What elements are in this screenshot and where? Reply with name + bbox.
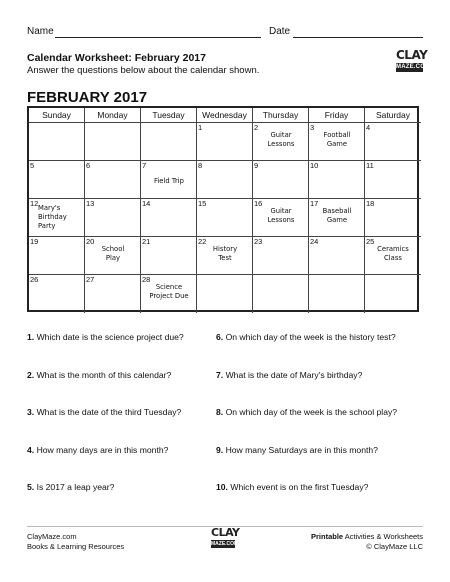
day-number: 21 [142, 237, 151, 246]
footer-printable-bold: Printable [311, 532, 344, 541]
question-9 [216, 445, 378, 455]
calendar-day-cell [85, 275, 141, 313]
day-header-saturday: Saturday [365, 108, 421, 123]
day-number: 7 [142, 161, 147, 170]
calendar-day-cell [197, 275, 253, 313]
name-line[interactable] [55, 37, 261, 38]
calendar-day-cell [309, 275, 365, 313]
question-text: Which event is on the first Tuesday? [230, 482, 369, 492]
footer-printable-rest: Activities & Worksheets [343, 532, 423, 541]
question-7 [216, 370, 362, 380]
day-number: 27 [86, 275, 95, 284]
calendar-day-cell [141, 123, 197, 161]
day-number: 10 [310, 161, 319, 170]
footer-claymaze-logo [211, 526, 240, 553]
name-date-row [27, 26, 423, 40]
day-number: 11 [366, 161, 374, 170]
day-number: 26 [30, 275, 39, 284]
question-number: 6. [216, 332, 224, 342]
event-label: Baseball Game [322, 207, 352, 224]
day-number: 14 [142, 199, 151, 208]
calendar-day-cell [197, 237, 253, 275]
day-number: 9 [254, 161, 259, 170]
question-number: 10. [216, 482, 228, 492]
question-text: How many days are in this month? [36, 445, 169, 455]
question-4 [27, 445, 168, 455]
event-label: Mary's Birthday Party [38, 204, 67, 230]
question-text: Which date is the science project due? [36, 332, 184, 342]
calendar-day-cell [197, 123, 253, 161]
calendar-day-cell [253, 275, 309, 313]
day-number: 20 [86, 237, 95, 246]
day-number: 28 [142, 275, 151, 284]
worksheet-title: Calendar Worksheet: February 2017 [27, 52, 206, 64]
footer-tagline: Books & Learning Resources [27, 542, 125, 551]
name-label: Name [27, 26, 54, 37]
question-text: What is the month of this calendar? [36, 370, 172, 380]
day-number: 6 [86, 161, 91, 170]
footer-logo-bottom-text: MAZE.COM [211, 541, 239, 547]
question-text: What is the date of the third Tuesday? [36, 407, 182, 417]
calendar-day-cell [197, 199, 253, 237]
calendar-day-cell [253, 161, 309, 199]
day-number: 25 [366, 237, 375, 246]
calendar-day-cell [85, 199, 141, 237]
calendar-day-cell [309, 237, 365, 275]
question-number: 2. [27, 370, 35, 380]
question-number: 7. [216, 370, 224, 380]
event-label: History Test [212, 245, 238, 262]
date-label: Date [269, 26, 291, 37]
day-number: 16 [254, 199, 263, 208]
event-label: Guitar Lessons [267, 207, 295, 224]
event-label: Ceramics Class [377, 245, 409, 262]
day-number: 2 [254, 123, 259, 132]
question-number: 9. [216, 445, 224, 455]
question-2 [27, 370, 171, 380]
event-label: School Play [101, 245, 125, 262]
question-text: On which day of the week is the history test? [225, 332, 396, 342]
day-header-thursday: Thursday [253, 108, 309, 123]
day-number: 3 [310, 123, 315, 132]
calendar-day-cell [365, 161, 421, 199]
calendar-grid [27, 106, 419, 312]
event-label: Science Project Due [149, 283, 189, 300]
calendar-month-heading: FEBRUARY 2017 [27, 89, 148, 106]
question-number: 1. [27, 332, 35, 342]
calendar-day-cell [253, 199, 309, 237]
question-8 [216, 407, 397, 417]
calendar-day-cell [365, 199, 421, 237]
event-label: Guitar Lessons [267, 131, 295, 148]
question-6 [216, 332, 396, 342]
logo-top-text: CLAY [396, 48, 428, 62]
calendar-day-cell [85, 237, 141, 275]
calendar-day-cell [253, 237, 309, 275]
footer-logo-top-text: CLAY [211, 526, 240, 539]
day-number: 13 [86, 199, 95, 208]
day-header-wednesday: Wednesday [197, 108, 253, 123]
calendar-day-cell [29, 123, 85, 161]
calendar-day-cell [85, 123, 141, 161]
question-number: 8. [216, 407, 224, 417]
calendar-day-cell [85, 161, 141, 199]
day-number: 19 [30, 237, 39, 246]
date-line[interactable] [293, 37, 423, 38]
question-3 [27, 407, 181, 417]
question-text: What is the date of Mary's birthday? [225, 370, 363, 380]
calendar-day-cell [197, 161, 253, 199]
calendar-day-cell [141, 199, 197, 237]
claymaze-logo [396, 48, 431, 77]
calendar-day-cell [365, 237, 421, 275]
footer-site: ClayMaze.com [27, 532, 77, 541]
day-number: 5 [30, 161, 35, 170]
day-number: 4 [366, 123, 371, 132]
day-number: 23 [254, 237, 263, 246]
calendar-day-cell [141, 161, 197, 199]
question-number: 3. [27, 407, 35, 417]
question-5 [27, 482, 114, 492]
day-header-sunday: Sunday [29, 108, 85, 123]
calendar-day-cell [309, 161, 365, 199]
question-text: Is 2017 a leap year? [36, 482, 115, 492]
footer-right [311, 532, 423, 552]
logo-bottom-text: MAZE.COM [396, 64, 431, 70]
calendar-day-cell [365, 123, 421, 161]
calendar-day-cell [309, 123, 365, 161]
question-10 [216, 482, 368, 492]
calendar-day-cell [309, 199, 365, 237]
worksheet-subtitle: Answer the questions below about the calendar shown. [27, 65, 260, 76]
calendar-day-cell [29, 275, 85, 313]
event-label: Field Trip [154, 177, 184, 185]
day-header-tuesday: Tuesday [141, 108, 197, 123]
footer-copyright: © ClayMaze LLC [366, 542, 423, 551]
calendar-day-cell [365, 275, 421, 313]
day-number: 12 [30, 199, 39, 208]
calendar-day-cell [141, 275, 197, 313]
footer-printable [311, 532, 423, 542]
question-number: 4. [27, 445, 35, 455]
day-number: 1 [198, 123, 203, 132]
calendar-day-cell [141, 237, 197, 275]
calendar-day-cell [253, 123, 309, 161]
day-number: 17 [310, 199, 319, 208]
day-header-friday: Friday [309, 108, 365, 123]
day-number: 18 [366, 199, 375, 208]
question-text: How many Saturdays are in this month? [225, 445, 378, 455]
day-header-monday: Monday [85, 108, 141, 123]
question-1 [27, 332, 184, 342]
calendar-day-cell [29, 199, 85, 237]
question-text: On which day of the week is the school play? [225, 407, 398, 417]
day-number: 8 [198, 161, 203, 170]
calendar-day-cell [29, 237, 85, 275]
event-label: Football Game [323, 131, 351, 148]
calendar-day-cell [29, 161, 85, 199]
footer-left [27, 532, 124, 552]
day-number: 24 [310, 237, 319, 246]
question-number: 5. [27, 482, 35, 492]
day-number: 15 [198, 199, 207, 208]
day-number: 22 [198, 237, 207, 246]
